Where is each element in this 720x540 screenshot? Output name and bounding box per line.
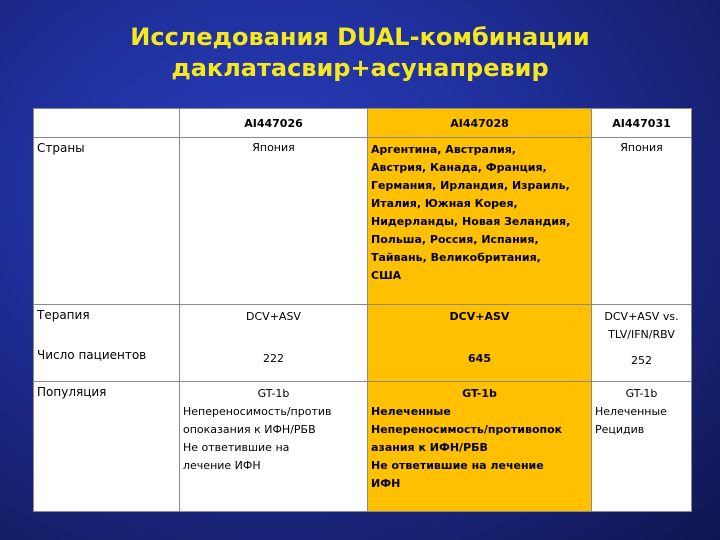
table-row-population — [34, 382, 692, 512]
country-line: Аргентина, Австралия, — [371, 143, 516, 156]
therapy-value: TLV/IFN/RBV — [608, 328, 675, 341]
country-line: Италия, Южная Корея, — [371, 197, 518, 210]
header-ai447028: AI447028 — [368, 109, 592, 138]
population-genotype: GT-1b — [625, 387, 658, 400]
row-label-patients: Число пациентов — [37, 348, 147, 362]
row-label-therapy-patients — [34, 305, 180, 382]
population-line: Нелеченные — [371, 405, 451, 418]
population-line: ИФН — [371, 477, 401, 490]
country-line: Австрия, Канада, Франция, — [371, 161, 547, 174]
table-row-therapy-patients — [34, 305, 692, 382]
cell-countries-ai447028 — [368, 138, 592, 305]
slide-title-line-1: Исследования DUAL-комбинации — [130, 23, 590, 51]
population-line: Не ответившие на — [183, 441, 290, 454]
patients-value: 645 — [468, 352, 491, 365]
country-line: США — [371, 269, 402, 282]
population-line: Не ответившие на лечение — [371, 459, 544, 472]
population-line: Рецидив — [595, 423, 645, 436]
population-line: азания к ИФН/РБВ — [371, 441, 488, 454]
population-line: Нелеченные — [595, 405, 667, 418]
country-line: Нидерланды, Новая Зеландия, — [371, 215, 571, 228]
row-label-therapy: Терапия — [37, 308, 90, 322]
cell-therapy-ai447026 — [180, 305, 368, 382]
population-line: Непереносимость/противопок — [371, 423, 563, 436]
patients-value: 222 — [263, 352, 284, 365]
therapy-value: DCV+ASV vs. — [604, 310, 679, 323]
table-row-countries — [34, 138, 692, 305]
country-line: Тайвань, Великобритания, — [371, 251, 541, 264]
cell-population-ai447031 — [592, 382, 692, 512]
cell-countries-ai447026: Япония — [180, 138, 368, 305]
population-genotype: GT-1b — [462, 387, 497, 400]
header-empty — [34, 109, 180, 138]
population-line: опоказания к ИФН/РБВ — [183, 423, 316, 436]
cell-countries-ai447031: Япония — [592, 138, 692, 305]
row-label-population: Популяция — [34, 382, 180, 512]
header-ai447026: AI447026 — [180, 109, 368, 138]
country-line: Германия, Ирландия, Израиль, — [371, 179, 570, 192]
slide-title — [0, 22, 720, 84]
cell-population-ai447026 — [180, 382, 368, 512]
therapy-value: DCV+ASV — [246, 310, 301, 323]
studies-table — [33, 108, 692, 512]
patients-value: 252 — [631, 354, 652, 367]
population-genotype: GT-1b — [257, 387, 290, 400]
therapy-value: DCV+ASV — [449, 310, 510, 323]
slide-title-line-2: даклатасвир+асунапревир — [171, 54, 549, 82]
country-line: Польша, Россия, Испания, — [371, 233, 539, 246]
table-header-row — [34, 109, 692, 138]
population-line: Непереносимость/против — [183, 405, 332, 418]
population-line: лечение ИФН — [183, 459, 261, 472]
cell-population-ai447028 — [368, 382, 592, 512]
header-ai447031: AI447031 — [592, 109, 692, 138]
cell-therapy-ai447031 — [592, 305, 692, 382]
cell-therapy-ai447028 — [368, 305, 592, 382]
row-label-countries: Страны — [34, 138, 180, 305]
